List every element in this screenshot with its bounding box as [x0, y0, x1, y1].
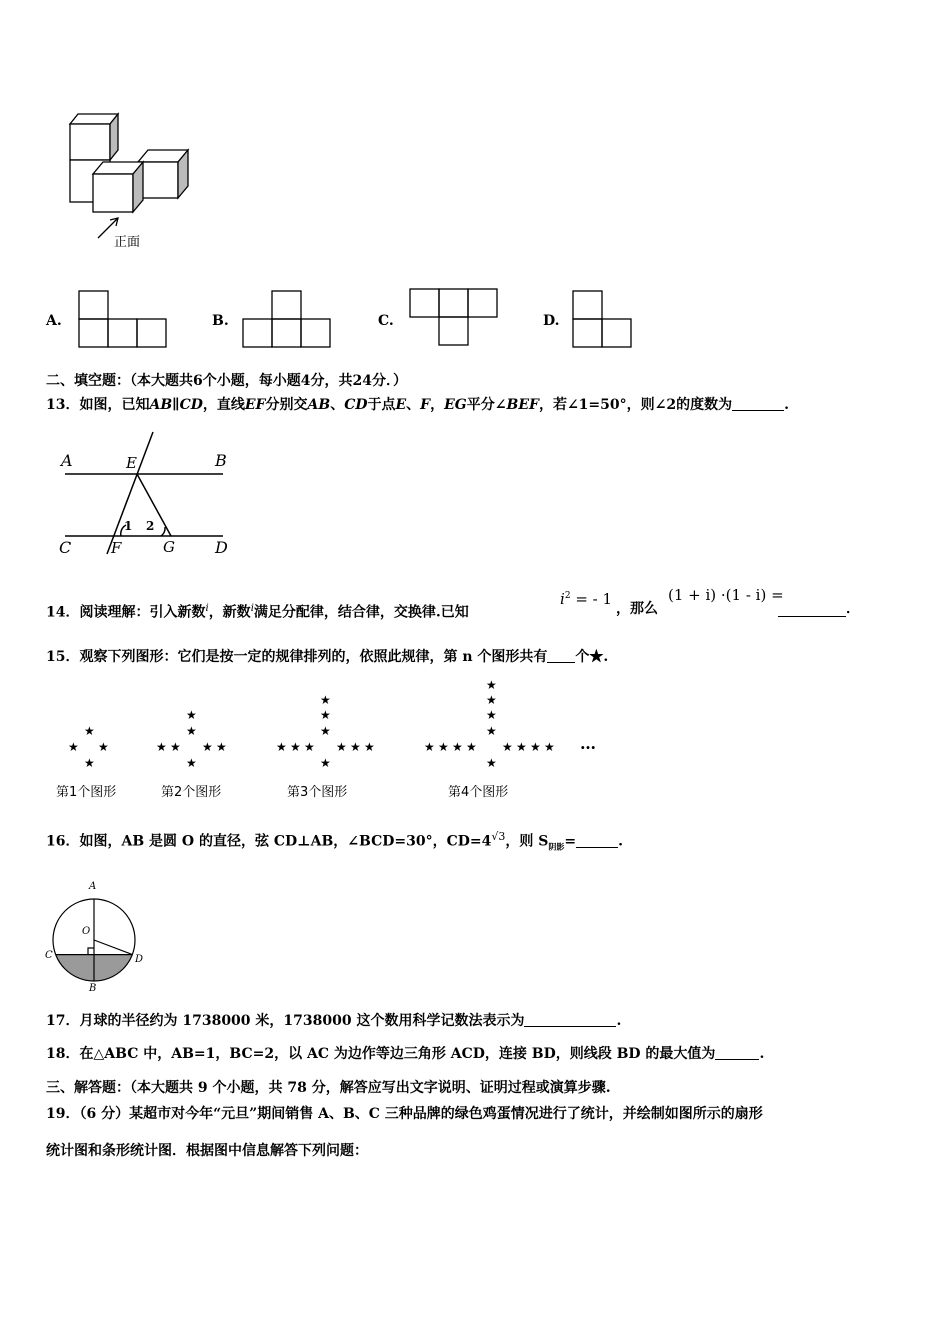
option-d-figure	[572, 290, 636, 350]
q18-seg: .	[759, 1046, 765, 1062]
star: ★	[438, 740, 449, 754]
fig-label-f: F	[111, 539, 122, 557]
q13-seg: 、	[406, 397, 421, 413]
q16-seg: =	[564, 833, 577, 850]
q16-sqrt: √3	[491, 830, 506, 843]
q14-seg: 14．阅读理解：引入新数	[46, 604, 206, 621]
q13-seg: AB∥CD	[149, 397, 203, 413]
star: ★	[452, 740, 463, 754]
star: ★	[68, 740, 79, 754]
q18-seg: 18．在△ABC 中，AB=1，BC=2，以 AC 为边作等边三角形 ACD，连接 BD，则线段 BD 的最大值为	[46, 1046, 716, 1062]
q13-seg: CD	[344, 397, 368, 413]
fig-label-a: A	[61, 451, 73, 470]
fig-label-g: G	[163, 538, 175, 556]
fig-label-d: D	[215, 538, 228, 557]
figure-caption: 第2个图形	[161, 785, 222, 800]
star: ★	[486, 724, 497, 738]
q16-seg: 16．如图，AB 是圆 O 的直径，弦 CD⊥AB，∠BCD=30°，CD=4	[46, 833, 492, 850]
fig-label-b: B	[89, 983, 97, 992]
figure-caption: 第4个图形	[448, 785, 509, 800]
fig-label-o: O	[82, 926, 91, 937]
section2-heading: 二、填空题：（本大题共6个小题，每小题4分，共24分．）	[46, 373, 407, 389]
star: ★	[290, 740, 301, 754]
q14-equation	[560, 590, 612, 608]
answer-blank[interactable]	[524, 1012, 616, 1027]
option-c-figure	[409, 288, 501, 348]
star: ★	[516, 740, 527, 754]
q13-seg: AB	[307, 397, 331, 413]
fig-label-c: C	[59, 538, 72, 557]
q17-text	[46, 1012, 621, 1030]
q13-seg: ，若∠1=50°，则∠2的度数为	[538, 397, 733, 413]
q13-text	[46, 396, 789, 414]
q14-seg: 满足分配律，结合律，交换律.已知	[253, 604, 469, 621]
option-c-label[interactable]: C.	[378, 313, 394, 329]
q13-seg: 分别交	[265, 397, 308, 413]
q13-seg: .	[784, 397, 789, 413]
figure-caption: 第3个图形	[287, 785, 348, 800]
option-b-figure	[242, 290, 334, 350]
q13-seg: F	[420, 397, 431, 413]
star: ★	[156, 740, 167, 754]
front-label: 正面	[114, 235, 141, 250]
q19-line2: 统计图和条形统计图．根据图中信息解答下列问题：	[46, 1143, 368, 1159]
q14-eq-base: i	[560, 590, 565, 608]
fig-label-b: B	[215, 451, 227, 470]
option-a-label[interactable]: A.	[46, 313, 62, 329]
star: ★	[320, 693, 331, 707]
q14-expression: (1 + i) ·(1 - i) =	[668, 586, 784, 604]
star: ★	[320, 708, 331, 722]
q13-seg: 、	[330, 397, 345, 413]
star: ★	[320, 756, 331, 770]
star: ★	[84, 724, 95, 738]
star: ★	[364, 740, 375, 754]
star: ★	[350, 740, 361, 754]
star: ★	[486, 693, 497, 707]
ellipsis: …	[580, 734, 596, 753]
star: ★	[186, 708, 197, 722]
star: ★	[320, 724, 331, 738]
star: ★	[466, 740, 477, 754]
answer-blank[interactable]	[547, 648, 575, 663]
q16-seg: .	[618, 833, 623, 850]
q17-seg: 17．月球的半径约为 1738000 米，1738000 这个数用科学记数法表示为	[46, 1013, 525, 1029]
star: ★	[202, 740, 213, 754]
q13-seg: ，直线	[202, 397, 245, 413]
q13-seg: EG	[444, 397, 467, 413]
star: ★	[424, 740, 435, 754]
q16-circle-figure	[42, 876, 152, 992]
star: ★	[186, 756, 197, 770]
star: ★	[84, 756, 95, 770]
q13-seg: ，	[430, 397, 445, 413]
star: ★	[486, 678, 497, 692]
star: ★	[530, 740, 541, 754]
q13-seg: 13．如图，已知	[46, 397, 150, 413]
fig-angle-1: 1	[124, 519, 133, 533]
star: ★	[304, 740, 315, 754]
star: ★	[486, 708, 497, 722]
q14-seg: ，新数	[208, 604, 251, 621]
q19-line1: 19．（6 分）某超市对今年“元旦”期间销售 A、B、C 三种品牌的绿色鸡蛋情况进行了统计，并绘制如图所示的扇形	[46, 1106, 763, 1122]
q14-eq-rest: = - 1	[570, 590, 613, 608]
q13-seg: 平分∠	[466, 397, 507, 413]
q15-seg: 个★.	[575, 649, 609, 665]
q13-parallel-lines-figure	[55, 428, 235, 558]
q14-eq-exp: 2	[564, 591, 571, 601]
star: ★	[544, 740, 555, 754]
q16-seg: ，则 S	[505, 833, 549, 850]
figure-caption: 第1个图形	[56, 785, 117, 800]
star: ★	[216, 740, 227, 754]
q14-i: i	[250, 603, 254, 614]
fig-label-a: A	[89, 881, 97, 892]
option-a-figure	[78, 290, 170, 350]
q16-sub: 阴影	[548, 841, 565, 852]
star: ★	[98, 740, 109, 754]
star: ★	[170, 740, 181, 754]
q14-text-e: ．	[846, 601, 860, 617]
answer-blank[interactable]	[778, 602, 846, 617]
section3-heading: 三、解答题：（本大题共 9 个小题，共 78 分，解答应写出文字说明、证明过程或演算步骤.	[46, 1080, 611, 1096]
fig-label-e: E	[126, 454, 137, 472]
q16-text	[46, 828, 623, 855]
fig-label-c: C	[45, 950, 53, 961]
q15-seg: 15．观察下列图形：它们是按一定的规律排列的，依照此规律，第 n 个图形共有	[46, 649, 548, 665]
option-b-label[interactable]: B.	[212, 313, 229, 329]
option-d-label[interactable]: D.	[543, 313, 560, 329]
answer-blank[interactable]	[576, 833, 618, 848]
q14-text-d: ，那么	[616, 601, 658, 617]
cube-stack-figure	[60, 110, 200, 250]
q14-text	[46, 600, 469, 622]
star: ★	[502, 740, 513, 754]
fig-label-d: D	[135, 954, 144, 965]
star: ★	[336, 740, 347, 754]
star: ★	[186, 724, 197, 738]
q13-seg: E	[395, 397, 407, 413]
star: ★	[486, 756, 497, 770]
star: ★	[276, 740, 287, 754]
answer-blank[interactable]	[732, 396, 784, 411]
q15-text	[46, 648, 608, 666]
fig-angle-2: 2	[146, 519, 155, 533]
answer-blank[interactable]	[715, 1045, 759, 1060]
q13-seg: EF	[244, 397, 266, 413]
q13-seg: BEF	[506, 397, 539, 413]
q14-i: i	[205, 603, 209, 614]
q17-seg: .	[616, 1013, 622, 1029]
q18-text	[46, 1045, 764, 1063]
q13-seg: 于点	[367, 397, 396, 413]
star-pattern	[0, 676, 950, 806]
